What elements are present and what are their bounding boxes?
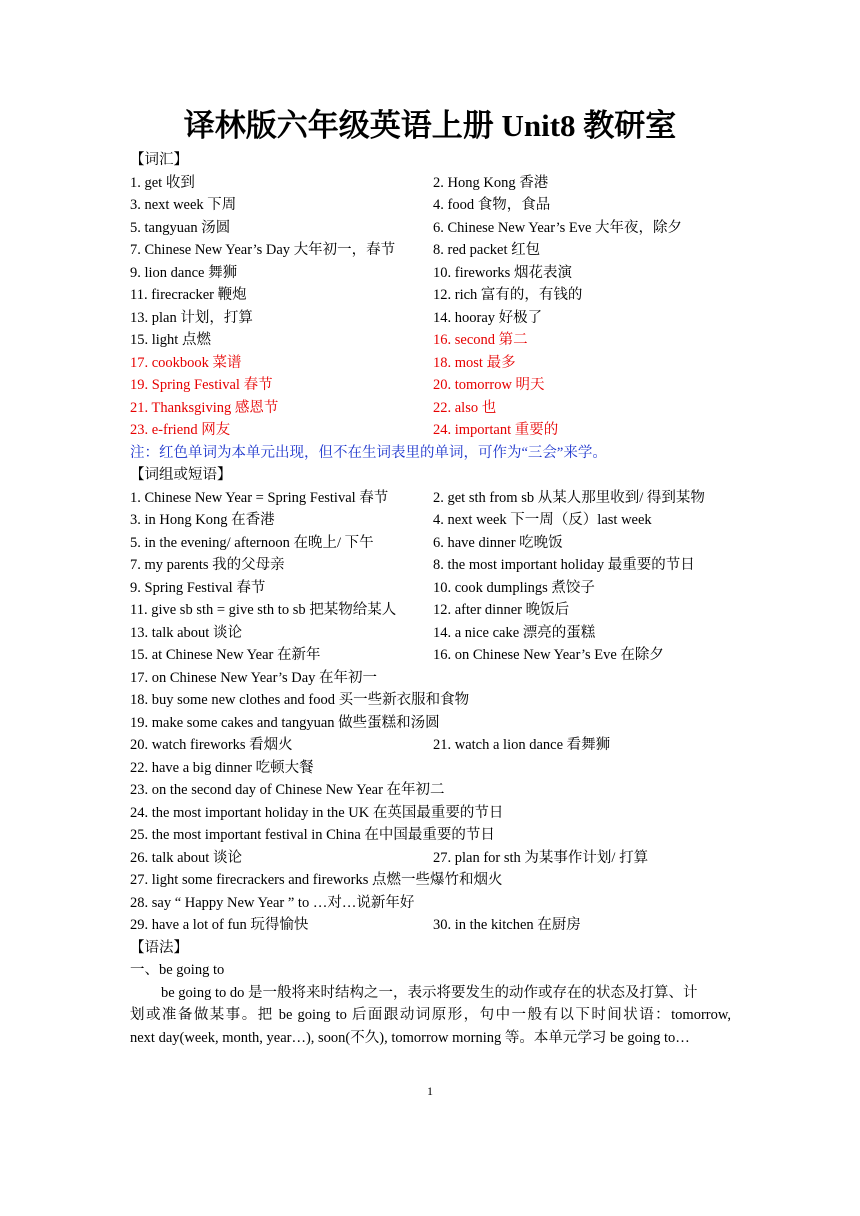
phrase-row <box>130 689 750 712</box>
phrase-row <box>130 509 750 532</box>
phrase-row <box>130 914 750 937</box>
vocab-item: 1. get 收到 <box>130 174 195 191</box>
vocab-item: 3. next week 下周 <box>130 197 237 213</box>
phrase-item: 13. talk about 谈论 <box>130 624 242 641</box>
phrase-item: 17. on Chinese New Year’s Day 在年初一 <box>130 669 378 686</box>
phrase-row <box>130 667 750 690</box>
vocab-row <box>130 262 750 285</box>
phrase-item: 8. the most important holiday 最重要的节日 <box>433 557 695 573</box>
vocab-row <box>130 239 750 262</box>
grammar-paragraph-line: next day(week, month, year…), soon(不久), tomorrow morning 等。本单元学习 be going to… <box>130 1029 690 1046</box>
phrase-item: 27. plan for sth 为某事作计划/ 打算 <box>433 849 649 866</box>
vocab-row <box>130 397 750 420</box>
page-title: 译林版六年级英语上册 Unit8 教研室 <box>183 108 677 143</box>
vocab-item: 8. red packet 红包 <box>433 242 541 258</box>
phrase-item: 9. Spring Festival 春节 <box>130 579 266 596</box>
vocab-item: 7. Chinese New Year’s Day 大年初一，春节 <box>130 242 396 258</box>
phrase-heading: 【词组或短语】 <box>130 467 232 483</box>
phrase-item: 2. get sth from sb 从某人那里收到/ 得到某物 <box>433 489 705 506</box>
content <box>130 149 750 1049</box>
vocab-item: 12. rich 富有的，有钱的 <box>433 287 583 303</box>
vocab-item: 2. Hong Kong 香港 <box>433 174 549 191</box>
vocab-item: 9. lion dance 舞狮 <box>130 264 238 281</box>
phrase-item: 15. at Chinese New Year 在新年 <box>130 647 321 663</box>
grammar-paragraph-line: 划或准备做某事。把 be going to 后面跟动词原形，句中一般有以下时间状语：tomorrow, <box>130 1007 731 1023</box>
phrase-item: 5. in the evening/ afternoon 在晚上/ 下午 <box>130 534 374 551</box>
phrase-item: 4. next week 下一周（反）last week <box>433 512 652 528</box>
phrase-item: 26. talk about 谈论 <box>130 849 242 866</box>
vocab-item: 18. most 最多 <box>433 354 516 371</box>
vocab-item: 15. light 点燃 <box>130 332 211 348</box>
vocab-item: 19. Spring Festival 春节 <box>130 377 273 393</box>
phrase-row <box>130 712 750 735</box>
phrase-row <box>130 532 750 555</box>
vocab-item: 10. fireworks 烟花表演 <box>433 264 572 281</box>
phrase-item: 16. on Chinese New Year’s Eve 在除夕 <box>433 647 664 663</box>
phrase-row <box>130 599 750 622</box>
phrase-row <box>130 554 750 577</box>
vocab-list <box>130 172 750 442</box>
grammar-paragraph-line: be going to do 是一般将来时结构之一，表示将要发生的动作或存在的状态及打算、计 <box>161 984 698 1001</box>
phrase-item: 10. cook dumplings 煮饺子 <box>433 579 595 596</box>
vocab-row <box>130 217 750 240</box>
vocab-item: 13. plan 计划，打算 <box>130 309 253 326</box>
vocab-row <box>130 419 750 442</box>
phrase-item: 7. my parents 我的父母亲 <box>130 557 285 573</box>
grammar-heading: 【语法】 <box>130 939 188 956</box>
vocab-row <box>130 307 750 330</box>
phrase-row <box>130 892 750 915</box>
phrase-item: 22. have a big dinner 吃顿大餐 <box>130 759 314 776</box>
phrase-item: 28. say “ Happy New Year ” to …对…说新年好 <box>130 894 415 911</box>
grammar-subheading: 一、be going to <box>130 962 225 978</box>
vocab-row <box>130 284 750 307</box>
vocab-row <box>130 329 750 352</box>
phrase-row <box>130 622 750 645</box>
vocab-item: 17. cookbook 菜谱 <box>130 354 242 371</box>
phrase-row <box>130 757 750 780</box>
phrase-item: 6. have dinner 吃晚饭 <box>433 534 563 551</box>
phrase-row <box>130 487 750 510</box>
vocab-item: 11. firecracker 鞭炮 <box>130 287 247 303</box>
phrase-item: 21. watch a lion dance 看舞狮 <box>433 737 611 753</box>
phrase-item: 24. the most important holiday in the UK 在英国最重要的节日 <box>130 804 504 821</box>
page-number: 1 <box>427 1084 433 1098</box>
phrase-item: 29. have a lot of fun 玩得愉快 <box>130 917 309 933</box>
vocab-item: 21. Thanksgiving 感恩节 <box>130 399 279 416</box>
phrase-row <box>130 644 750 667</box>
vocab-row <box>130 374 750 397</box>
vocab-item: 20. tomorrow 明天 <box>433 377 545 393</box>
phrase-item: 27. light some firecrackers and fireworks 点燃一些爆竹和烟火 <box>130 872 503 888</box>
phrase-item: 19. make some cakes and tangyuan 做些蛋糕和汤圆 <box>130 714 440 731</box>
phrase-item: 30. in the kitchen 在厨房 <box>433 917 581 933</box>
phrase-row <box>130 847 750 870</box>
phrase-list <box>130 487 750 937</box>
vocab-item: 4. food 食物，食品 <box>433 197 551 213</box>
vocab-note: 注：红色单词为本单元出现，但不在生词表里的单词，可作为“三会”来学。 <box>130 444 607 461</box>
phrase-row <box>130 869 750 892</box>
vocab-item: 14. hooray 好极了 <box>433 309 543 326</box>
phrase-item: 23. on the second day of Chinese New Year 在年初二 <box>130 782 445 798</box>
vocab-item: 16. second 第二 <box>433 332 528 348</box>
vocab-item: 5. tangyuan 汤圆 <box>130 219 231 236</box>
vocab-item: 24. important 重要的 <box>433 422 559 438</box>
vocab-item: 23. e-friend 网友 <box>130 422 231 438</box>
phrase-item: 18. buy some new clothes and food 买一些新衣服和食物 <box>130 692 470 708</box>
phrase-row <box>130 802 750 825</box>
phrase-item: 1. Chinese New Year = Spring Festival 春节 <box>130 489 389 506</box>
phrase-item: 3. in Hong Kong 在香港 <box>130 512 275 528</box>
phrase-item: 12. after dinner 晚饭后 <box>433 602 570 618</box>
vocab-item: 6. Chinese New Year’s Eve 大年夜，除夕 <box>433 219 683 236</box>
vocab-row <box>130 194 750 217</box>
phrase-item: 25. the most important festival in China 在中国最重要的节日 <box>130 827 495 843</box>
phrase-row <box>130 734 750 757</box>
phrase-row <box>130 824 750 847</box>
phrase-item: 20. watch fireworks 看烟火 <box>130 737 293 753</box>
phrase-item: 14. a nice cake 漂亮的蛋糕 <box>433 624 596 641</box>
vocab-row <box>130 172 750 195</box>
phrase-row <box>130 577 750 600</box>
phrase-item: 11. give sb sth = give sth to sb 把某物给某人 <box>130 602 397 618</box>
phrase-row <box>130 779 750 802</box>
vocab-heading: 【词汇】 <box>130 152 188 168</box>
vocab-item: 22. also 也 <box>433 399 497 416</box>
vocab-row <box>130 352 750 375</box>
